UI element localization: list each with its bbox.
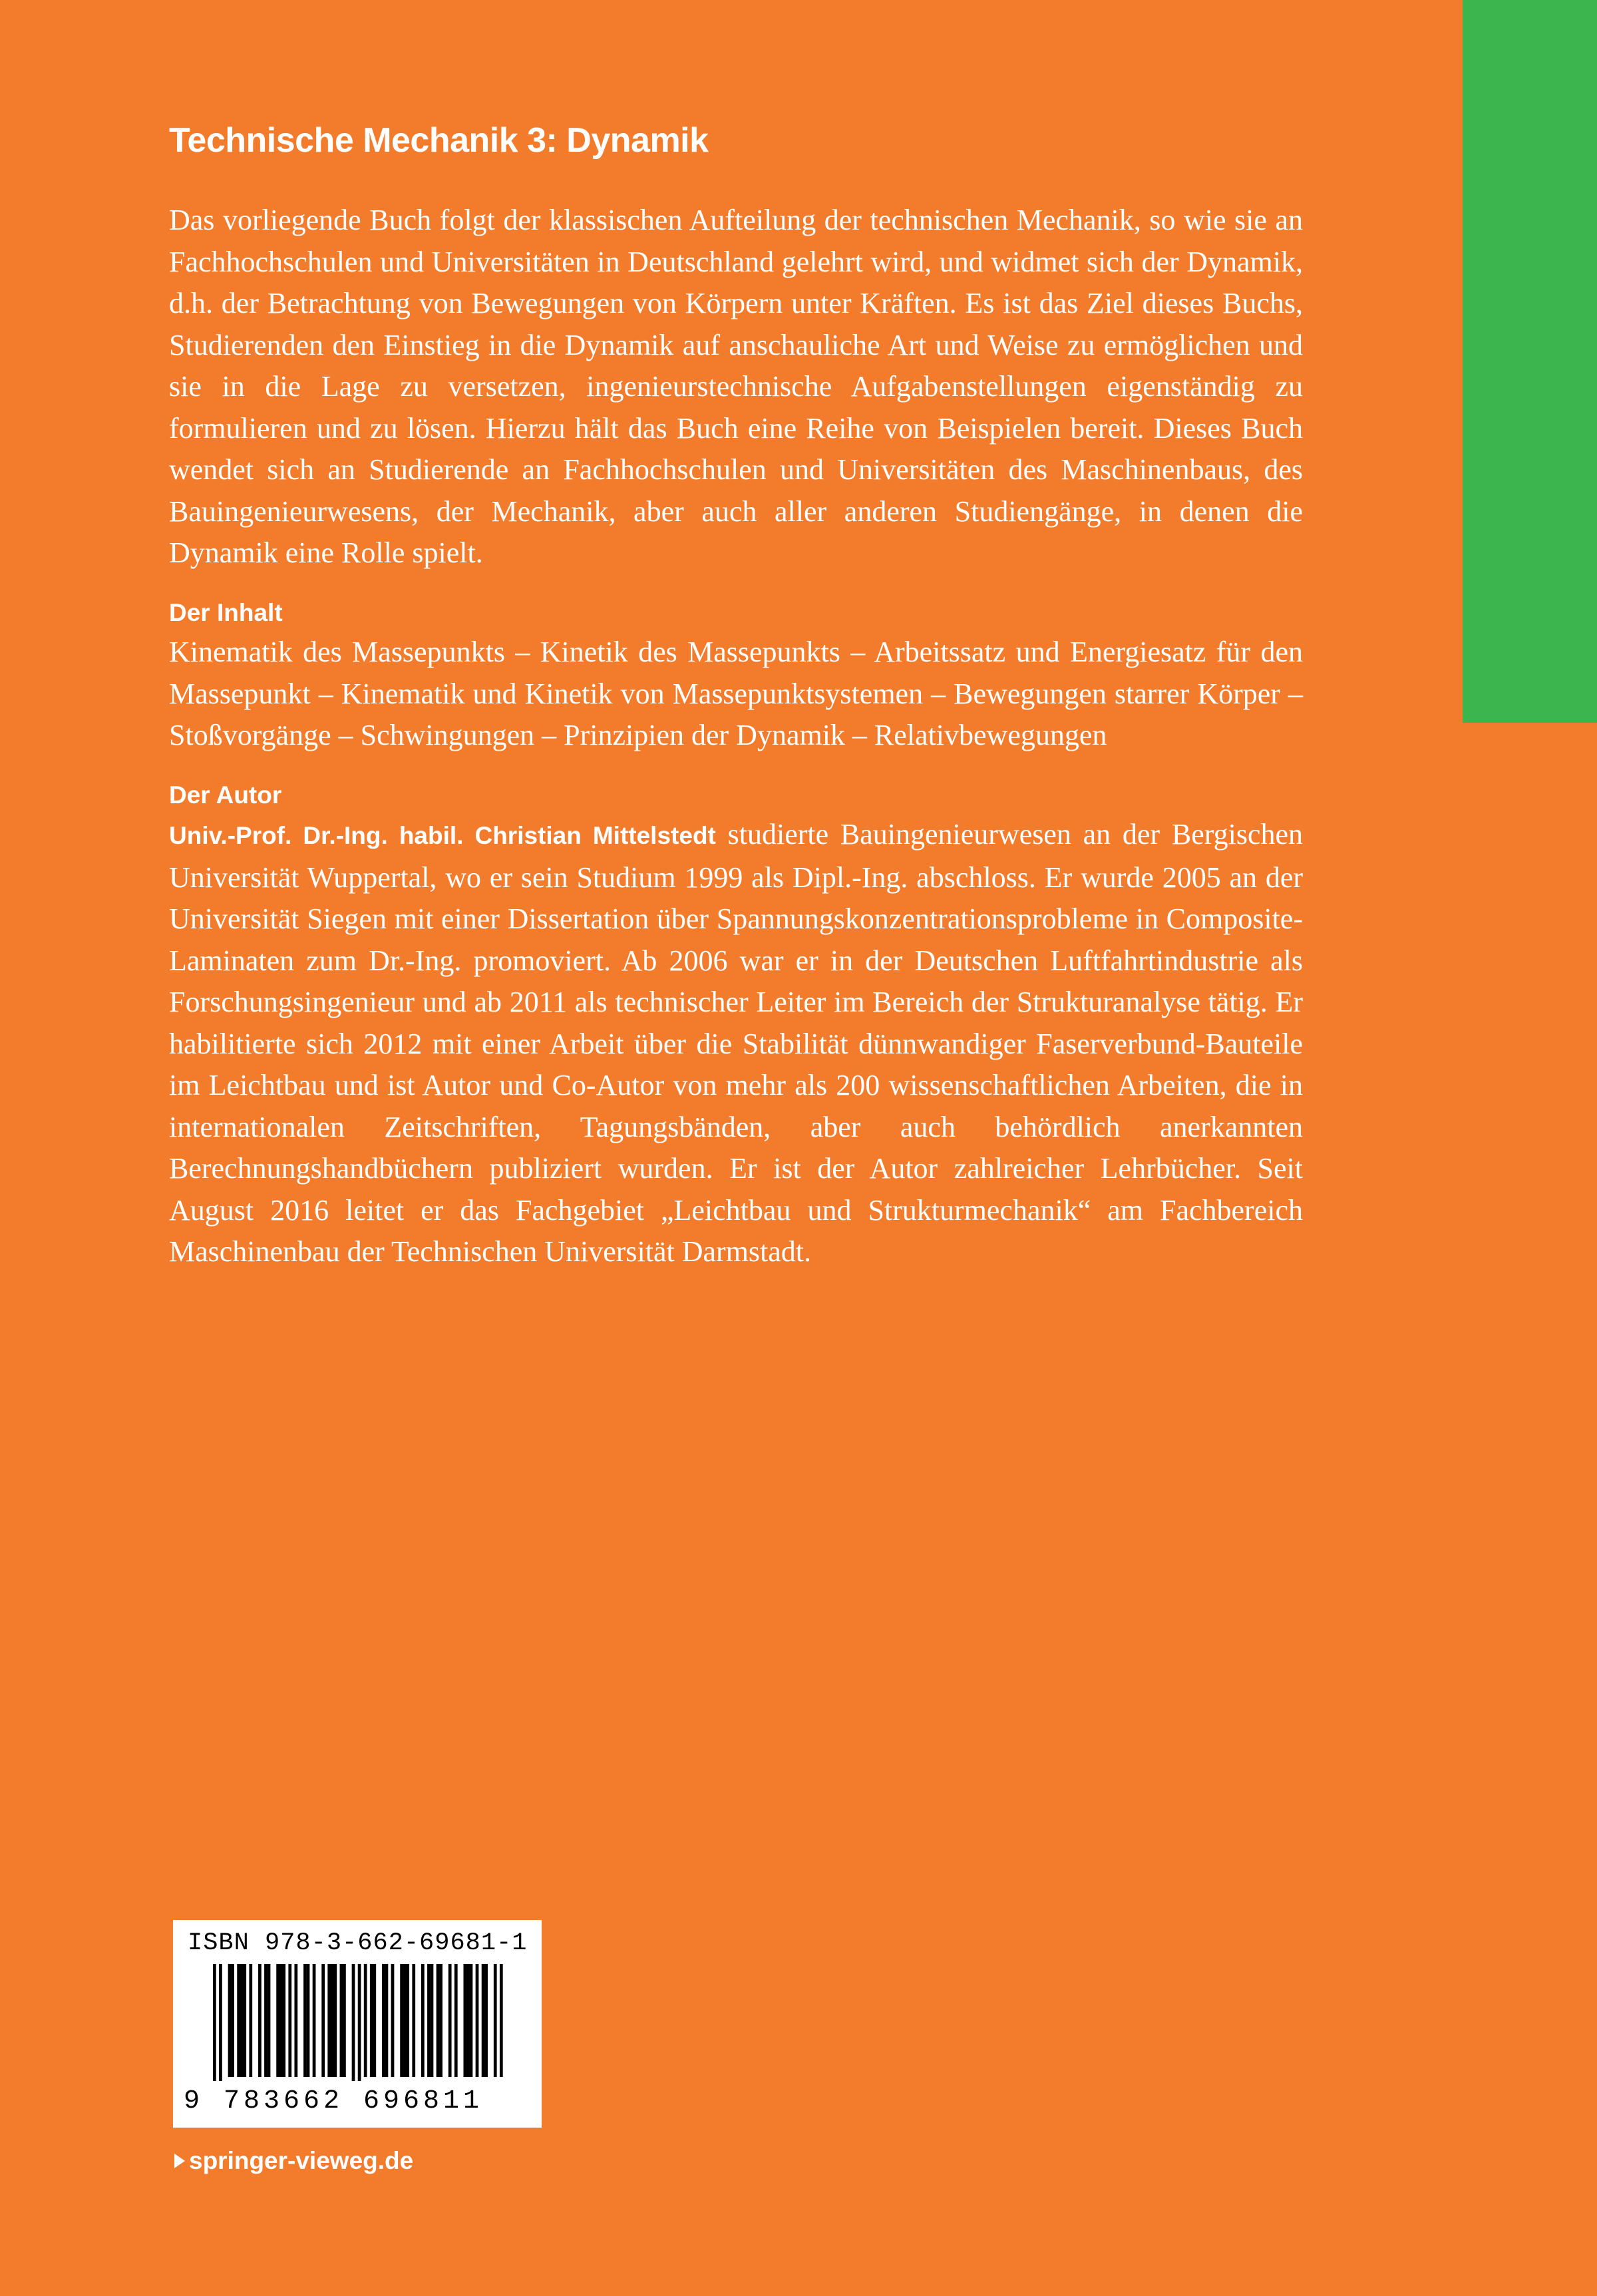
barcode-bar <box>264 1964 267 2077</box>
barcode-bar <box>327 1964 331 2077</box>
barcode-bar <box>494 1964 497 2077</box>
barcode-bar <box>243 1964 246 2077</box>
contents-text: Kinematik des Massepunkts – Kinetik des Massepunkts – Arbeitssatz und Energiesatz für den Massepunkt – Kinematik und Kinetik von Massepunktsystemen – Bewegungen starrer Körper – Stoßvorgänge – Schwingungen – Prinzipien der Dynamik – Relativbewegungen <box>169 636 1303 752</box>
barcode-bar <box>307 1964 310 2077</box>
publisher-link[interactable] <box>174 2147 413 2175</box>
barcode-bar <box>391 1964 395 2077</box>
barcode-bar <box>333 1964 337 2077</box>
barcode-bar <box>470 1964 473 2077</box>
barcode-bar <box>454 1964 458 2077</box>
barcode-digits: 9 783662 696811 <box>184 2086 484 2116</box>
barcode-bar <box>382 1964 385 2077</box>
isbn-barcode-box <box>173 1920 542 2128</box>
barcode-bar <box>427 1964 431 2077</box>
barcode-bar <box>282 1964 285 2077</box>
barcode-bar <box>340 1964 343 2077</box>
author-bio <box>169 814 1303 1273</box>
publisher-url: springer-vieweg.de <box>189 2147 414 2174</box>
barcode-bar <box>385 1964 389 2077</box>
barcode-bar <box>406 1964 409 2077</box>
barcode-bar <box>439 1964 443 2077</box>
author-name: Univ.-Prof. Dr.-Ing. habil. Christian Mittelstedt <box>169 822 716 850</box>
barcode-bar <box>228 1964 232 2077</box>
author-heading: Der Autor <box>169 781 282 809</box>
barcode-bar <box>219 1964 222 2081</box>
barcode-bar <box>500 1964 503 2077</box>
isbn-label: ISBN 978-3-662-69681-1 <box>188 1929 528 1957</box>
barcode-bar <box>412 1964 415 2077</box>
barcode-bar <box>358 1964 361 2081</box>
barcode-bar <box>240 1964 244 2077</box>
barcode-bar <box>276 1964 279 2077</box>
barcode-bar <box>431 1964 434 2077</box>
barcode-bar <box>303 1964 307 2077</box>
barcode-bar <box>352 1964 355 2081</box>
barcode-bar <box>258 1964 262 2077</box>
back-cover-content <box>169 120 1303 1273</box>
barcode-bar <box>279 1964 283 2077</box>
barcode-bar <box>313 1964 316 2077</box>
barcode-bar <box>213 1964 216 2081</box>
barcode-bar <box>267 1964 271 2077</box>
barcode-bar <box>403 1964 407 2077</box>
barcode-bar <box>476 1964 479 2077</box>
barcode-bar <box>421 1964 425 2077</box>
barcode-icon <box>213 1964 506 2081</box>
barcode-bar <box>463 1964 466 2077</box>
barcode-bar <box>237 1964 240 2077</box>
barcode-bar <box>437 1964 440 2077</box>
barcode-bar <box>364 1964 367 2077</box>
arrow-right-icon <box>174 2154 185 2168</box>
book-title: Technische Mechanik 3: Dynamik <box>169 121 709 160</box>
barcode-bar <box>484 1964 488 2077</box>
barcode-bar <box>321 1964 325 2077</box>
book-description: Das vorliegende Buch folgt der klassischen Aufteilung der technischen Mechanik, so wie sie an Fachhochschulen und Universitäten in Deutschland gelehrt wird, und widmet sich der Dynamik, d.h. der Betrachtung von Bewegungen von Körpern unter Kräften. Es ist das Ziel dieses Buchs, Studierenden den Einstieg in die Dynamik auf anschauliche Art und Weise zu ermöglichen und sie in die Lage zu versetzen, ingenieurstechnische Aufgabenstellungen eigenständig zu formulieren und zu lösen. Hierzu hält das Buch eine Reihe von Beispielen bereit. Dieses Buch wendet sich an Studierende an Fachhochschulen und Universitäten des Maschinenbaus, des Bauingenieurwesens, der Mechanik, aber auch aller anderen Studiengänge, in denen die Dynamik eine Rolle spielt. <box>169 204 1303 570</box>
barcode-bar <box>466 1964 470 2077</box>
barcode-bar <box>482 1964 485 2077</box>
barcode-bar <box>448 1964 452 2077</box>
barcode-bar <box>343 1964 346 2077</box>
author-bio-text: studierte Bauingenieurwesen an der Bergischen Universität Wuppertal, wo er sein Studium 1999 als Dipl.-Ing. abschloss. Er wurde 2005 an der Universität Siegen mit einer Dissertation über Spannungskonzentrationsprobleme in Composite-Laminaten zum Dr.-Ing. promoviert. Ab 2006 war er in der Deutschen Luftfahrtindustrie als Forschungsingenieur und ab 2011 als technischer Leiter im Bereich der Strukturanalyse tätig. Er habilitierte sich 2012 mit einer Arbeit über die Stabilität dünnwandiger Faserverbund-Bauteile im Leichtbau und ist Autor und Co-Autor von mehr als 200 wissenschaftlichen Arbeiten, die in internationalen Zeitschriften, Tagungsbänden, aber auch behördlich anerkannten Berechnungshandbüchern publiziert wurden. Er ist der Autor zahlreicher Lehrbücher. Seit August 2016 leitet er das Fachgebiet „Leichtbau und Strukturmechanik“ am Fachbereich Maschinenbau der Technischen Universität Darmstadt. <box>169 818 1303 1268</box>
barcode-bar <box>249 1964 252 2077</box>
barcode-bar <box>331 1964 334 2077</box>
contents-heading: Der Inhalt <box>169 598 283 626</box>
barcode-bar <box>288 1964 291 2077</box>
barcode-bar <box>294 1964 297 2077</box>
barcode-bar <box>231 1964 234 2077</box>
barcode-bar <box>373 1964 376 2077</box>
barcode-bar <box>400 1964 403 2077</box>
barcode-bar <box>370 1964 373 2077</box>
green-color-tab <box>1463 0 1597 723</box>
